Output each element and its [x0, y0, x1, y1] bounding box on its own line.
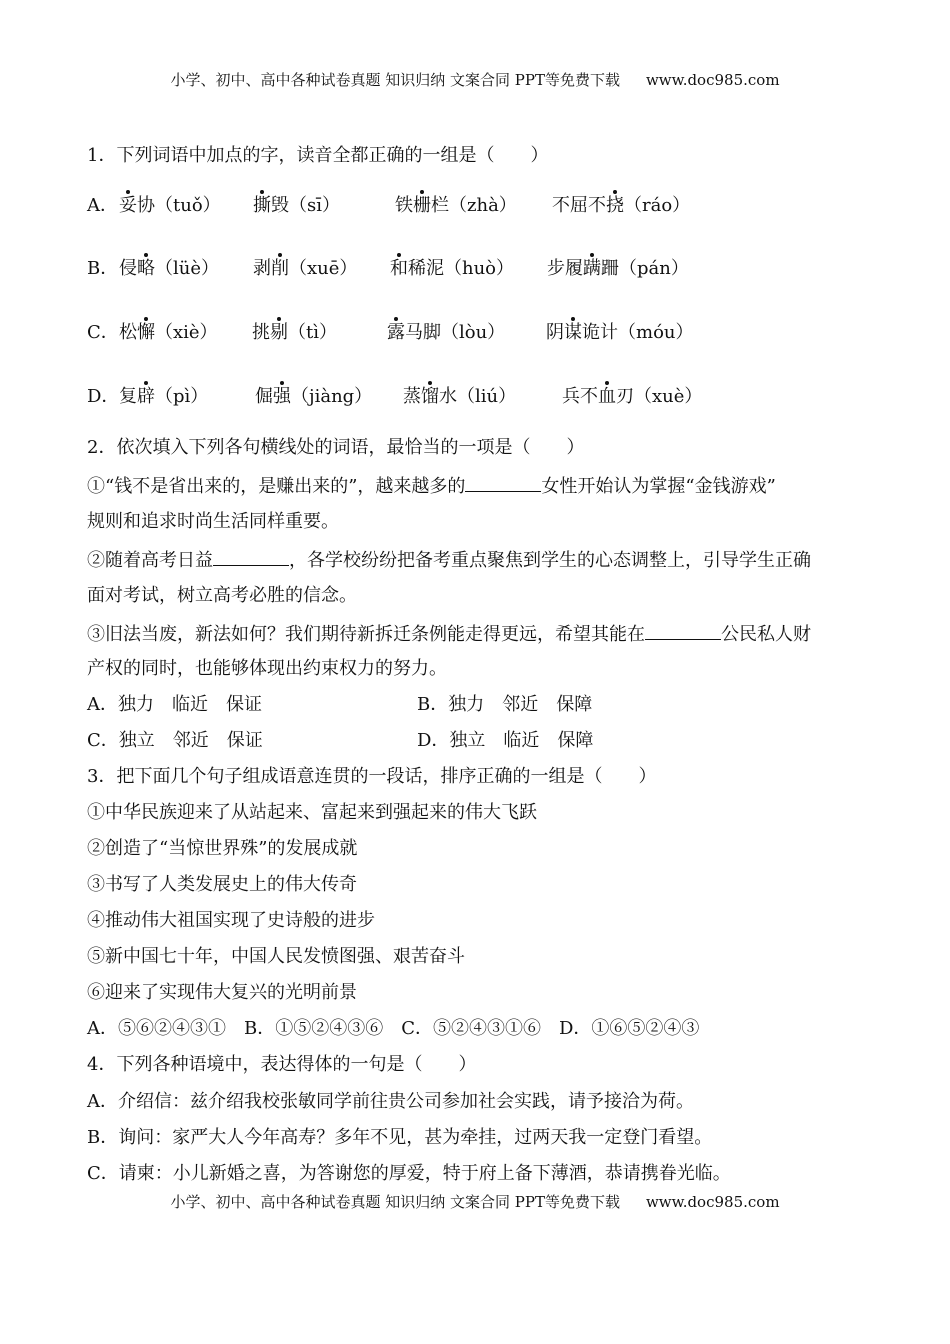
word: 复辟（pì） [119, 386, 209, 407]
word: 蒸馏水（liú） [403, 386, 517, 407]
q2-option-d: D．独立 临近 保障 [417, 730, 594, 751]
word: 妥协（tuǒ） [119, 195, 221, 216]
q2-options-row-1 [87, 693, 867, 717]
word: 剥削（xuē） [253, 258, 358, 279]
q2-option-b: B．独力 邻近 保障 [417, 694, 593, 715]
word: 撕毁（sī） [253, 195, 340, 216]
q2-sentence-3-cont: 产权的同时，也能够体现出约束权力的努力。 [87, 658, 447, 679]
dotted-char: 栅 [413, 195, 431, 216]
dotted-char: 削 [271, 258, 289, 279]
word: 露马脚（lòu） [387, 322, 506, 343]
word: 挑剔（tì） [252, 322, 337, 343]
word: 侵略（lüè） [119, 258, 220, 279]
q2-options-row-2 [87, 729, 867, 753]
q4-stem: 4．下列各种语境中，表达得体的一句是（ ） [87, 1054, 477, 1075]
dotted-char: 露 [387, 322, 405, 343]
footer-site: www.doc985.com [645, 1193, 780, 1211]
word: 兵不血刃（xuè） [562, 386, 703, 407]
word: 倔强（jiàng） [255, 386, 373, 407]
word: 铁栅栏（zhà） [395, 195, 517, 216]
word: 阴谋诡计（móu） [546, 322, 694, 343]
fill-blank [645, 621, 721, 640]
dotted-char: 谋 [564, 322, 582, 343]
q2-stem: 2．依次填入下列各句横线处的词语，最恰当的一项是（ ） [87, 437, 585, 458]
dotted-char: 血 [598, 386, 616, 407]
q3-item-2: ②创造了“当惊世界殊”的发展成就 [87, 838, 358, 859]
page-header [0, 69, 950, 90]
header-text: 小学、初中、高中各种试卷真题 知识归纳 文案合同 PPT等免费下载 [170, 71, 620, 89]
dotted-char: 撕 [253, 195, 271, 216]
word: 步履蹒跚（pán） [547, 258, 689, 279]
dotted-char: 剔 [270, 322, 288, 343]
q2-sentence-3: ③旧法当废，新法如何？我们期待新拆迁条例能走得更远，希望其能在 公民私人财 [87, 621, 811, 647]
q2-sentence-1: ①“钱不是省出来的，是赚出来的”，越来越多的 女性开始认为掌握“金钱游戏” [87, 473, 776, 499]
q1-stem: 1．下列词语中加点的字，读音全都正确的一组是（ ） [87, 145, 549, 166]
q3-options: A．⑤⑥②④③① B．①⑤②④③⑥ C．⑤②④③①⑥ D．①⑥⑤②④③ [87, 1018, 700, 1039]
q3-item-6: ⑥迎来了实现伟大复兴的光明前景 [87, 982, 357, 1003]
q2-sentence-1-cont: 规则和追求时尚生活同样重要。 [87, 511, 339, 532]
dotted-char: 馏 [421, 386, 439, 407]
fill-blank [213, 547, 289, 566]
dotted-char: 懈 [137, 322, 155, 343]
option-label: D． [87, 386, 120, 407]
q4-option-a: A．介绍信：兹介绍我校张敏同学前往贵公司参加社会实践，请予接洽为荷。 [87, 1091, 694, 1112]
dotted-char: 辟 [137, 386, 155, 407]
q2-option-a: A．独力 临近 保证 [87, 694, 262, 715]
q4-option-c: C．请柬：小儿新婚之喜，为答谢您的厚爱，特于府上备下薄酒，恭请携眷光临。 [87, 1163, 731, 1184]
footer-text: 小学、初中、高中各种试卷真题 知识归纳 文案合同 PPT等免费下载 [170, 1193, 620, 1211]
dotted-char: 妥 [119, 195, 137, 216]
header-site: www.doc985.com [645, 71, 780, 89]
dotted-char: 挠 [606, 195, 624, 216]
q3-stem: 3．把下面几个句子组成语意连贯的一段话，排序正确的一组是（ ） [87, 766, 657, 787]
page-footer [0, 1191, 950, 1212]
word: 不屈不挠（ráo） [552, 195, 691, 216]
q3-item-4: ④推动伟大祖国实现了史诗般的进步 [87, 910, 375, 931]
dotted-char: 强 [273, 386, 291, 407]
dotted-char: 和 [390, 258, 408, 279]
dotted-char: 略 [137, 258, 155, 279]
option-label: C． [87, 322, 119, 343]
q3-item-1: ①中华民族迎来了从站起来、富起来到强起来的伟大飞跃 [87, 802, 537, 823]
option-label: A． [87, 195, 118, 216]
word: 和稀泥（huò） [390, 258, 515, 279]
option-label: B． [87, 258, 119, 279]
q2-option-c: C．独立 邻近 保证 [87, 730, 263, 751]
dotted-char: 蹒 [583, 258, 601, 279]
fill-blank [465, 473, 541, 492]
q4-option-b: B．询问：家严大人今年高寿？多年不见，甚为牵挂，过两天我一定登门看望。 [87, 1127, 713, 1148]
q3-item-5: ⑤新中国七十年，中国人民发愤图强、艰苦奋斗 [87, 946, 465, 967]
q2-sentence-2-cont: 面对考试，树立高考必胜的信念。 [87, 585, 357, 606]
q3-item-3: ③书写了人类发展史上的伟大传奇 [87, 874, 357, 895]
q2-sentence-2: ②随着高考日益 ，各学校纷纷把备考重点聚焦到学生的心态调整上，引导学生正确 [87, 547, 811, 573]
word: 松懈（xiè） [119, 322, 218, 343]
